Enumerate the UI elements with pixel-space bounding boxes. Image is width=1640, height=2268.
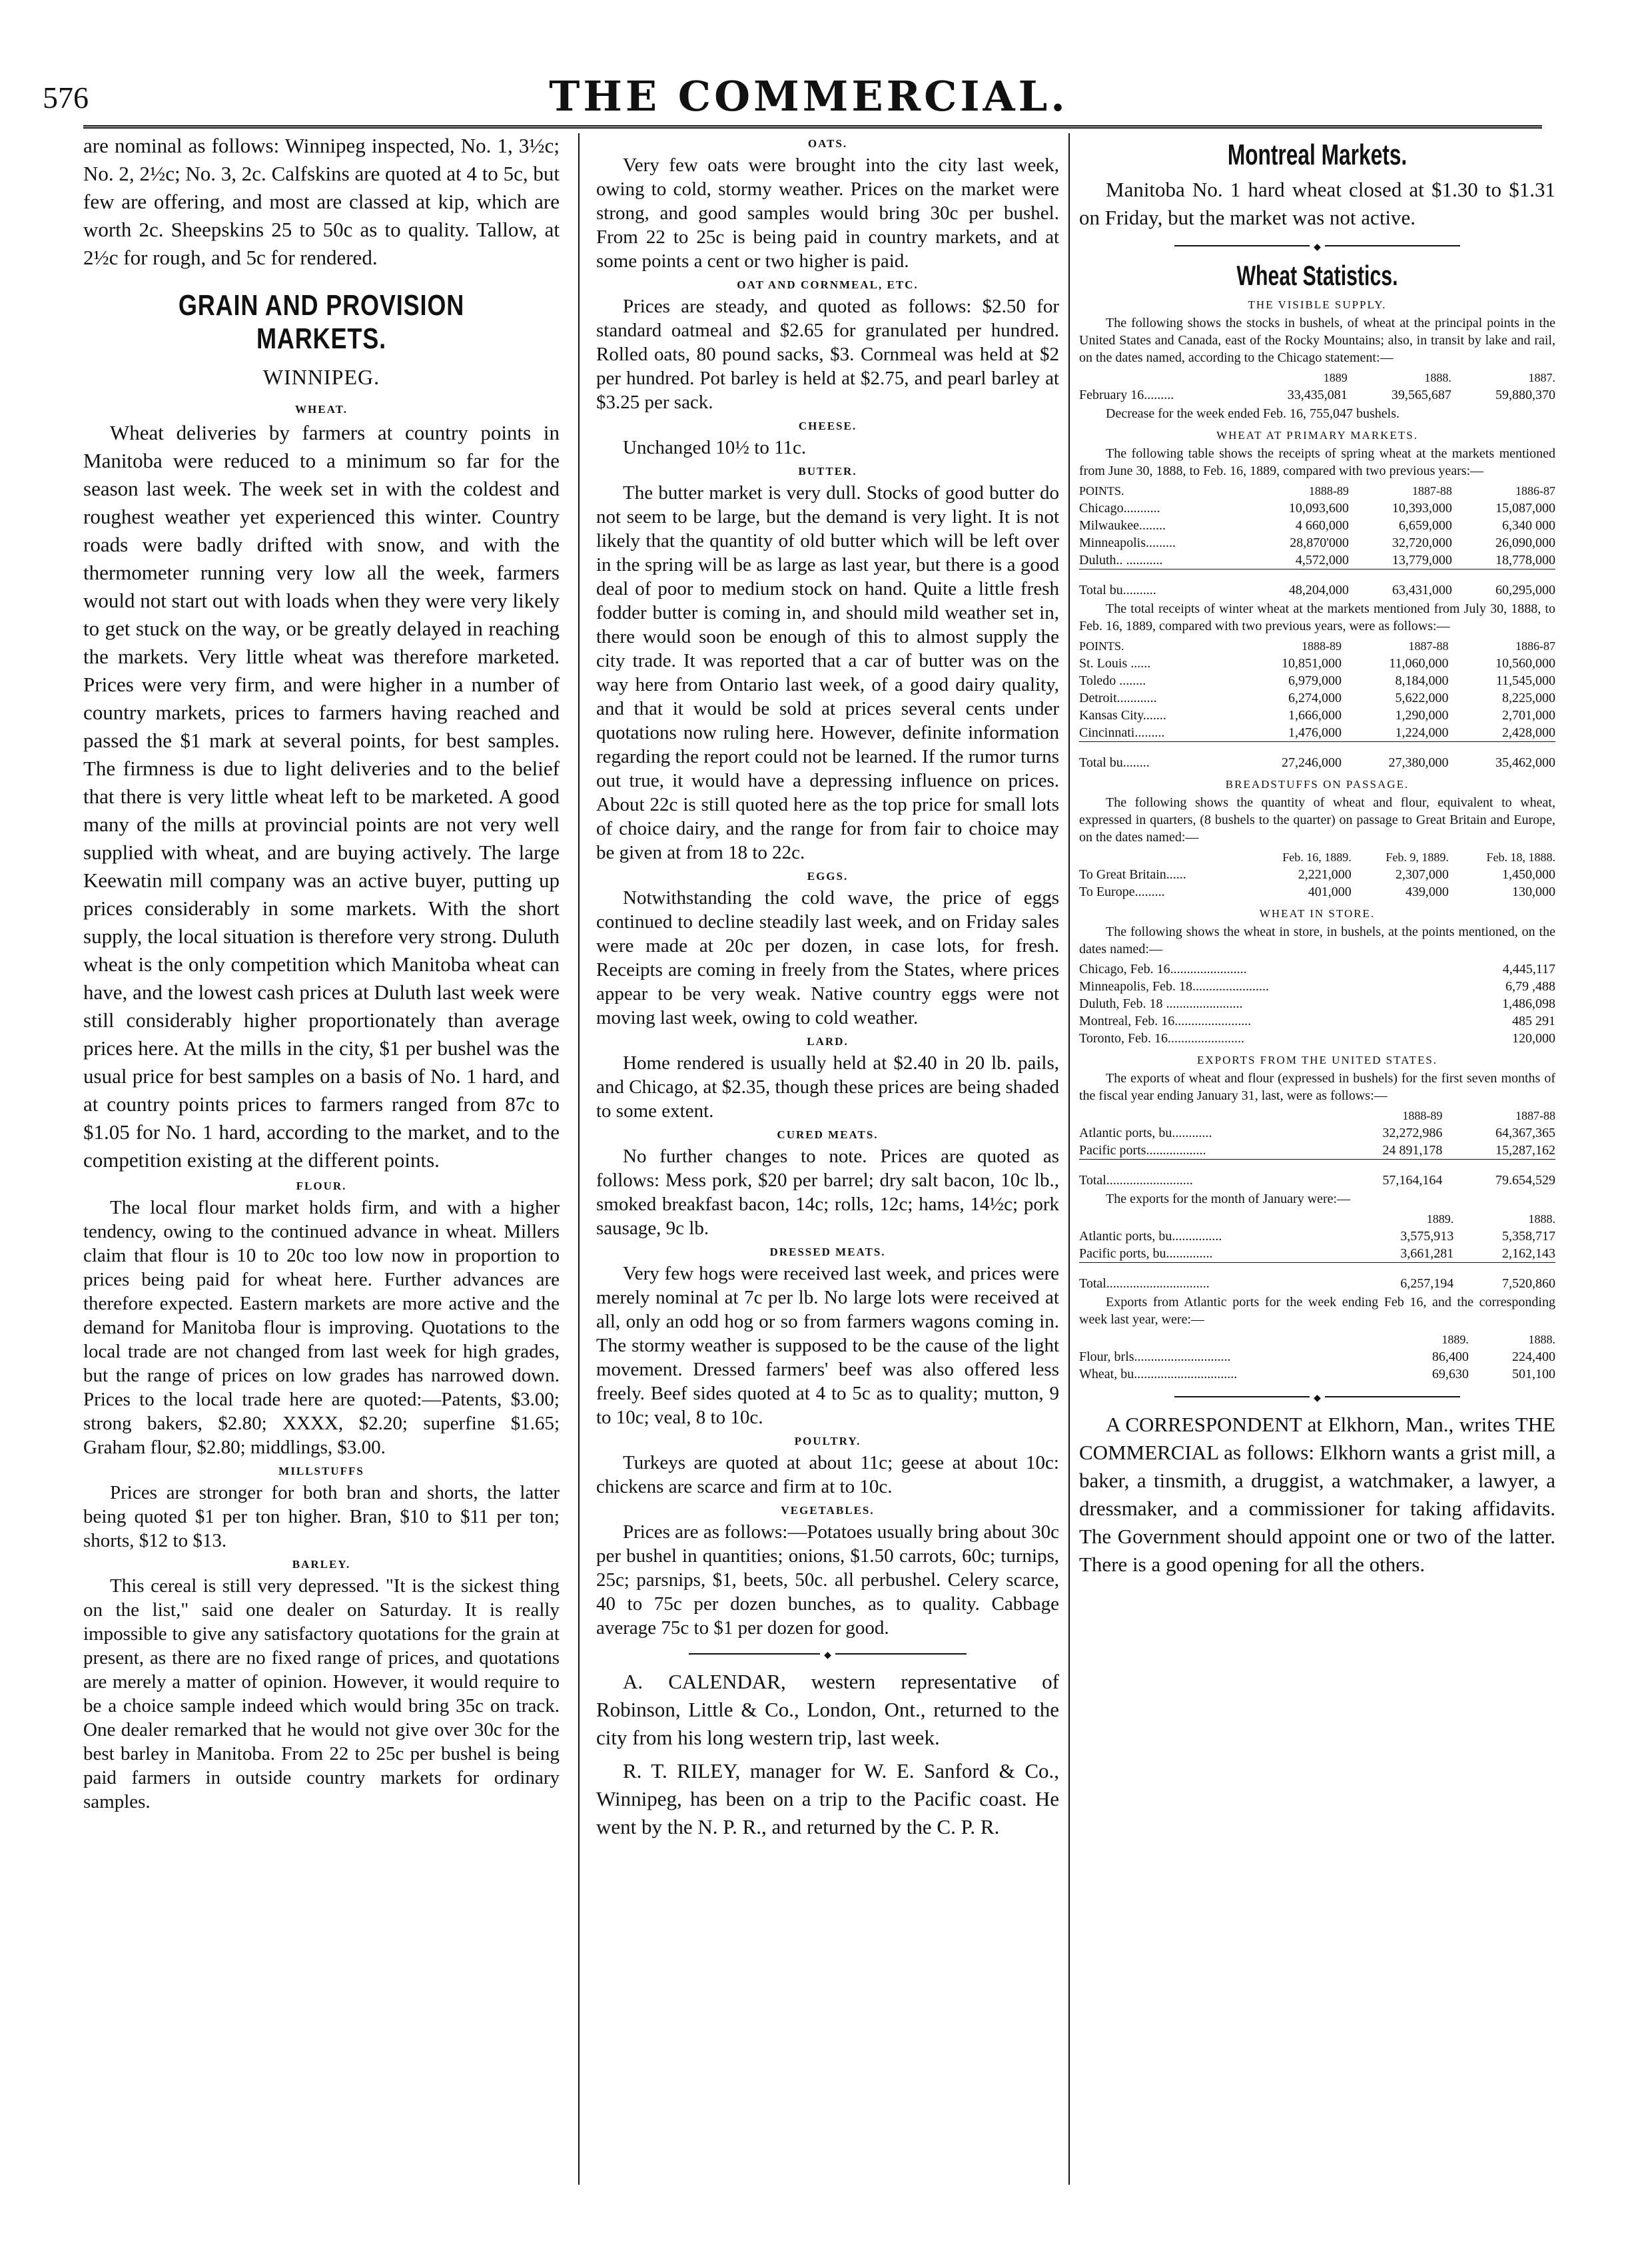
atlantic-note: Exports from Atlantic ports for the week ending Feb 16, and the corresponding week last year, were:— (1079, 1295, 1555, 1327)
winter-wheat-table: POINTS. 1888-89 1887-88 1886-87 St. Louis ...... 10,851,000 11,060,000 10,560,000 Toledo ........ 6,979,000 8,184,000 11,545,000 Detroit............ 6,274,000 5,622,000 8,225,000 Kansas City....... 1,666,000 1,290,000 2,701,000 Cincinnati......... 1,476,000 1,224,000 2,428,000 Total bu........ 27,246,000 27,380,000 35,462,000 (1079, 639, 1555, 770)
table-total-row: Total bu........ 27,246,000 27,380,000 35,462,000 (1079, 755, 1555, 770)
column-divider (1068, 133, 1070, 2185)
heading-flour: FLOUR. (296, 1180, 347, 1192)
heading-montreal-markets: Montreal Markets. (1227, 139, 1408, 171)
table-row: Minneapolis, Feb. 18....................... 6,79 ,488 (1079, 979, 1555, 994)
heading-butter: BUTTER. (798, 465, 857, 478)
heading-vegetables: VEGETABLES. (781, 1504, 875, 1517)
heading-breadstuffs: BREADSTUFFS ON PASSAGE. (1225, 778, 1410, 791)
table-row: Minneapolis......... 28,870'000 32,720,000 26,090,000 (1079, 536, 1555, 550)
table-row: Pacific ports, bu.............. 3,661,281 2,162,143 (1079, 1245, 1555, 1263)
table-row: Toronto, Feb. 16....................... 120,000 (1079, 1031, 1555, 1046)
table-row: Duluth, Feb. 18 ....................... 1,486,098 (1079, 996, 1555, 1011)
oatmeal-paragraph: Prices are steady, and quoted as follows: $2.50 for standard oatmeal and $2.65 for granulated per hundred. Rolled oats, 80 pound sacks, $3. Cornmeal was held at $2 per hundred. Pot barley is held at $2.75, and pearl barley at $3.25 per sack. (596, 296, 1059, 413)
january-table: 1889. 1888. Atlantic ports, bu............... 3,575,913 5,358,717 Pacific ports, bu.............. 3,661,281 2,162,143 Total............................... 6,257,194 7,520,860 (1079, 1212, 1555, 1291)
poultry-paragraph: Turkeys are quoted at about 11c; geese at about 10c: chickens are scarce and firm at to 10c. (596, 1452, 1059, 1497)
millstuffs-paragraph: Prices are stronger for both bran and shorts, the latter being quoted $1 per ton higher. Bran, $10 to $11 per ton; shorts, $12 to $13. (83, 1482, 560, 1551)
table-total-row: Total bu.......... 48,204,000 63,431,000 60,295,000 (1079, 583, 1555, 597)
vegetables-paragraph: Prices are as follows:—Potatoes usually bring about 30c per bushel in quantities; onions, $1.50 carrots, 60c; turnips, 25c; parsnips, $1, beets, 50c. all perbushel. Celery scarce, 40 to 75c per dozen bunches, as to quality. Cabbage average 75c to $1 per dozen for good. (596, 1521, 1059, 1639)
dressed-meats-paragraph: Very few hogs were received last week, and prices were merely nominal at 7c per lb. No large lots were received at all, only an odd hog or so from farmers wagons coming in. The stormy weather is supposed to be the cause of the light movement. Dressed farmers' beef was also offered less freely. Beef sides quoted at 4 to 5c as to quality; mutton, 9 to 10c; veal, 8 to 10c. (596, 1263, 1059, 1428)
heading-wheat-statistics: Wheat Statistics. (1236, 260, 1398, 291)
table-row: February 16......... 33,435,081 39,565,687 59,880,370 (1079, 388, 1555, 402)
wheat-in-store-note: The following shows the wheat in store, in bushels, at the points mentioned, on the dates named:— (1079, 925, 1555, 956)
butter-paragraph: The butter market is very dull. Stocks of good butter do not seem to be large, but the demand is very light. It is not likely that the quantity of old butter which will be left over in the spring will be as large as last year, but there is a good deal of poor to medium stock on hand. Quite a little fresh fodder butter is coming in, and should mild weather set in, there would soon be enough of this to almost supply the city trade. It was reported that a car of butter was on the way here from Ontario last week, of a good dairy quality, and that it would be sold at prices several cents under quotations now ruling here. However, definite information regarding the report could not be learned. If the rumor turns out true, it would have a depressing influence on prices. About 22c is still quoted here as the top price for small lots of choice dairy, and the range for from fair to choice may be given at from 18 to 22c. (596, 482, 1059, 863)
page-header (43, 72, 1575, 119)
table-row: Chicago........... 10,093,600 10,393,000 15,087,000 (1079, 501, 1555, 516)
heading-primary-markets: WHEAT AT PRIMARY MARKETS. (1216, 429, 1418, 442)
ornamental-divider: ◆ (1079, 1392, 1555, 1401)
ornamental-divider: ◆ (596, 1649, 1059, 1659)
heading-dressed-meats: DRESSED MEATS. (769, 1246, 886, 1258)
calendar-paragraph: A. CALENDAR, western representative of Robinson, Little & Co., London, Ont., returned to the city from his long western trip, last week. (596, 1670, 1059, 1749)
column-divider (578, 133, 580, 2185)
heading-oats: OATS. (807, 137, 848, 150)
page-number: 576 (43, 81, 89, 115)
column-1 (83, 132, 560, 2190)
heading-lard: LARD. (807, 1035, 849, 1048)
barley-paragraph: This cereal is still very depressed. "It is the sickest thing on the list," said one dealer on Saturday. It is really impossible to give any satisfactory quotations for the grain at present, as there are no fixed range of prices, and quotations are merely a matter of opinion. However, it would require to be a choice sample indeed which would bring 35c on track. One dealer remarked that he would not give over 30c for the best barley in Manitoba. From 22 to 25c per bushel is being paid farmers in outside country markets for ordinary samples. (83, 1575, 560, 1812)
table-row: To Great Britain...... 2,221,000 2,307,000 1,450,000 (1079, 867, 1555, 882)
visible-supply-table: 1889 1888. 1887. February 16......... 33,435,081 39,565,687 59,880,370 (1079, 371, 1555, 402)
table-row: Cincinnati......... 1,476,000 1,224,000 2,428,000 (1079, 724, 1555, 742)
primary-markets-note: The following table shows the receipts of spring wheat at the markets mentioned from June 30, 1888, to Feb. 16, 1889, compared with two previous years:— (1079, 446, 1555, 478)
riley-paragraph: R. T. RILEY, manager for W. E. Sanford & Co., Winnipeg, has been on a trip to the Pacific coast. He went by the N. P. R., and returned by the C. P. R. (596, 1759, 1059, 1838)
heading-barley: BARLEY. (292, 1558, 351, 1571)
january-note: The exports for the month of January were:— (1106, 1192, 1351, 1206)
heading-eggs: EGGS. (807, 870, 849, 883)
masthead-title: THE COMMERCIAL. (549, 72, 1068, 121)
cured-meats-paragraph: No further changes to note. Prices are quoted as follows: Mess pork, $20 per barrel; dry salt bacon, 10c lb., smoked breakfast bacon, 14c; rolls, 12c; hams, 14½c; pork sausage, 9c lb. (596, 1146, 1059, 1239)
store-table (1079, 960, 1555, 1047)
passage-table: Feb. 16, 1889. Feb. 9, 1889. Feb. 18, 1888. To Great Britain...... 2,221,000 2,307,000 1,450,000 To Europe......... 401,000 439,000 130,000 (1079, 851, 1555, 899)
table-row: Atlantic ports, bu............... 3,575,913 5,358,717 (1079, 1229, 1555, 1244)
hides-paragraph: are nominal as follows: Winnipeg inspected, No. 1, 3½c; No. 2, 2½c; No. 3, 2c. Calfskins are quoted at 4 to 5c, but few are offering, and most are classed at kip, which are worth 2c. Sheepskins 25 to 50c as to quality. Tallow, at 2½c for rough, and 5c for rendered. (83, 134, 560, 269)
ornamental-divider: ◆ (1079, 241, 1555, 250)
section-heading-grain: GRAIN AND PROVISION MARKETS. (178, 289, 465, 355)
table-row: Montreal, Feb. 16....................... 485 291 (1079, 1014, 1555, 1028)
heading-wheat-in-store: WHEAT IN STORE. (1259, 907, 1376, 920)
header-rule (83, 125, 1542, 129)
heading-wheat: WHEAT. (295, 403, 348, 416)
table-row: St. Louis ...... 10,851,000 11,060,000 10,560,000 (1079, 656, 1555, 671)
table-row: Toledo ........ 6,979,000 8,184,000 11,545,000 (1079, 673, 1555, 688)
table-row: Milwaukee........ 4 660,000 6,659,000 6,340 000 (1079, 518, 1555, 533)
table-row: To Europe......... 401,000 439,000 130,000 (1079, 885, 1555, 899)
heading-millstuffs: MILLSTUFFS (278, 1465, 364, 1477)
wheat-paragraph: Wheat deliveries by farmers at country points in Manitoba were reduced to a minimum so far for the season last week. The week set in with the coldest and roughest weather yet experienced this winter. Country roads were badly drifted with snow, and with the thermometer running very low all the week, farmers would not start out with loads when they were very likely to get stuck on the way, or be greatly delayed in reaching the markets. Very little wheat was therefore marketed. Prices were very firm, and were higher in a number of country markets, prices to farmers having reached and passed the $1 mark at several points, for best samples. The firmness is due to light deliveries and to the belief that there is very little wheat left to be marketed. A good many of the mills at provincial points are not very well supplied with wheat, and are buying actively. The large Keewatin mill company was an active buyer, putting up prices considerably in some markets. With the short supply, the local situation is therefore very strong. Duluth wheat is the only competition which Manitoba wheat can have, and the lowest cash prices at Duluth last week were still considerably higher proportionately than average prices here. At the mills in the city, $1 per bushel was the usual price for best samples on a basis of No. 1 hard, and at country points prices to farmers ranged from 87c to $1.05 for No. 1 hard, according to the market, and to the competition existing at the different points. (83, 421, 560, 1172)
table-total-row: Total.......................... 57,164,164 79.654,529 (1079, 1173, 1555, 1188)
oats-paragraph: Very few oats were brought into the city last week, owing to cold, stormy weather. Prices on the market were strong, and good samples would bring 30c per bushel. From 22 to 25c is being paid in country markets, and at some points a cent or two higher is paid. (596, 155, 1059, 272)
heading-visible-supply: THE VISIBLE SUPPLY. (1248, 298, 1387, 311)
lard-paragraph: Home rendered is usually held at $2.40 in 20 lb. pails, and Chicago, at $2.35, though these prices are being shaded to some extent. (596, 1052, 1059, 1122)
eggs-paragraph: Notwithstanding the cold wave, the price of eggs continued to decline steadily last week, and on Friday sales were made at 20c per dozen, in case lots, for fresh. Receipts are coming in freely from the States, where prices appear to be very weak. Native country eggs were not moving last week, owing to cold weather. (596, 887, 1059, 1028)
table-row: Wheat, bu............................... 69,630 501,100 (1079, 1367, 1555, 1381)
table-row: Kansas City....... 1,666,000 1,290,000 2,701,000 (1079, 708, 1555, 723)
heading-exports: EXPORTS FROM THE UNITED STATES. (1196, 1054, 1438, 1066)
heading-poultry: POULTRY. (794, 1435, 861, 1447)
flour-paragraph: The local flour market holds firm, and with a higher tendency, owing to the continued advance in wheat. Millers claim that flour is 10 to 20c too low now in proportion to prices being paid for wheat here. Further advances are therefore expected. Eastern markets are more active and the demand for Manitoba flour is improving. Quotations to the local trade are not changed from last week for high grades, but the range of prices on low grades has narrowed down. Prices to the local trade here are quoted:—Patents, $3.00; strong bakers, $2.80; XXXX, $2.20; superfine $1.65; Graham flour, $2.80; middlings, $3.00. (83, 1197, 560, 1458)
column-3 (1079, 132, 1555, 2190)
table-row: Duluth.. ........... 4,572,000 13,779,000 18,778,000 (1079, 552, 1555, 569)
winter-wheat-note: The total receipts of winter wheat at the markets mentioned from July 30, 1888, to Feb. 16, 1889, compared with two previous years, were as follows:— (1079, 601, 1555, 633)
exports-table: 1888-89 1887-88 Atlantic ports, bu............ 32,272,986 64,367,365 Pacific ports.................. 24 891,178 15,287,162 Total.......................... 57,164,164 79.654,529 (1079, 1109, 1555, 1188)
montreal-paragraph: Manitoba No. 1 hard wheat closed at $1.30 to $1.31 on Friday, but the market was not active. (1079, 178, 1555, 229)
breadstuffs-note: The following shows the quantity of wheat and flour, equivalent to wheat, expressed in quarters, (8 bushels to the quarter) on passage to Great Britain and Europe, on the dates named:— (1079, 795, 1555, 845)
table-row: Chicago, Feb. 16....................... 4,445,117 (1079, 962, 1555, 976)
table-row: Atlantic ports, bu............ 32,272,986 64,367,365 (1079, 1126, 1555, 1140)
table-total-row: Total............................... 6,257,194 7,520,860 (1079, 1276, 1555, 1291)
atlantic-table: 1889. 1888. Flour, brls............................. 86,400 224,400 Wheat, bu............................... 69,630 501,100 (1079, 1333, 1555, 1381)
subheading-winnipeg: WINNIPEG. (262, 365, 380, 389)
visible-supply-note: The following shows the stocks in bushels, of wheat at the principal points in the United States and Canada, east of the Rocky Mountains; also, in transit by lake and rail, on the dates named, according to the Chicago statement:— (1079, 316, 1555, 365)
heading-oatmeal: OAT AND CORNMEAL, ETC. (737, 278, 919, 291)
elkhorn-paragraph: A CORRESPONDENT at Elkhorn, Man., writes THE COMMERCIAL as follows: Elkhorn wants a grist mill, a baker, a tinsmith, a druggist, a watchmaker, a lawyer, a dressmaker, and a commissioner for taking affidavits. The Government should appoint one or two of the latter. There is a good opening for all the others. (1079, 1413, 1555, 1576)
heading-cheese: CHEESE. (798, 420, 857, 432)
heading-cured-meats: CURED MEATS. (777, 1128, 879, 1141)
table-row: Pacific ports.................. 24 891,178 15,287,162 (1079, 1142, 1555, 1160)
table-row: Detroit............ 6,274,000 5,622,000 8,225,000 (1079, 691, 1555, 705)
decrease-note: Decrease for the week ended Feb. 16, 755,047 bushels. (1106, 406, 1400, 421)
cheese-paragraph: Unchanged 10½ to 11c. (623, 437, 807, 458)
column-2 (596, 132, 1059, 2190)
spring-wheat-table: POINTS. 1888-89 1887-88 1886-87 Chicago........... 10,093,600 10,393,000 15,087,000 Milwaukee........ 4 660,000 6,659,000 6,340 000 Minneapolis......... 28,870'000 32,720,000 26,090,000 Duluth.. ........... 4,572,000 13,779,000 18,778,000 Total bu.......... 48,204,000 63,431,000 60,295,000 (1079, 484, 1555, 597)
table-row: Flour, brls............................. 86,400 224,400 (1079, 1349, 1555, 1364)
exports-note: The exports of wheat and flour (expressed in bushels) for the first seven months of the fiscal year ending January 31, last, were as follows:— (1079, 1071, 1555, 1103)
